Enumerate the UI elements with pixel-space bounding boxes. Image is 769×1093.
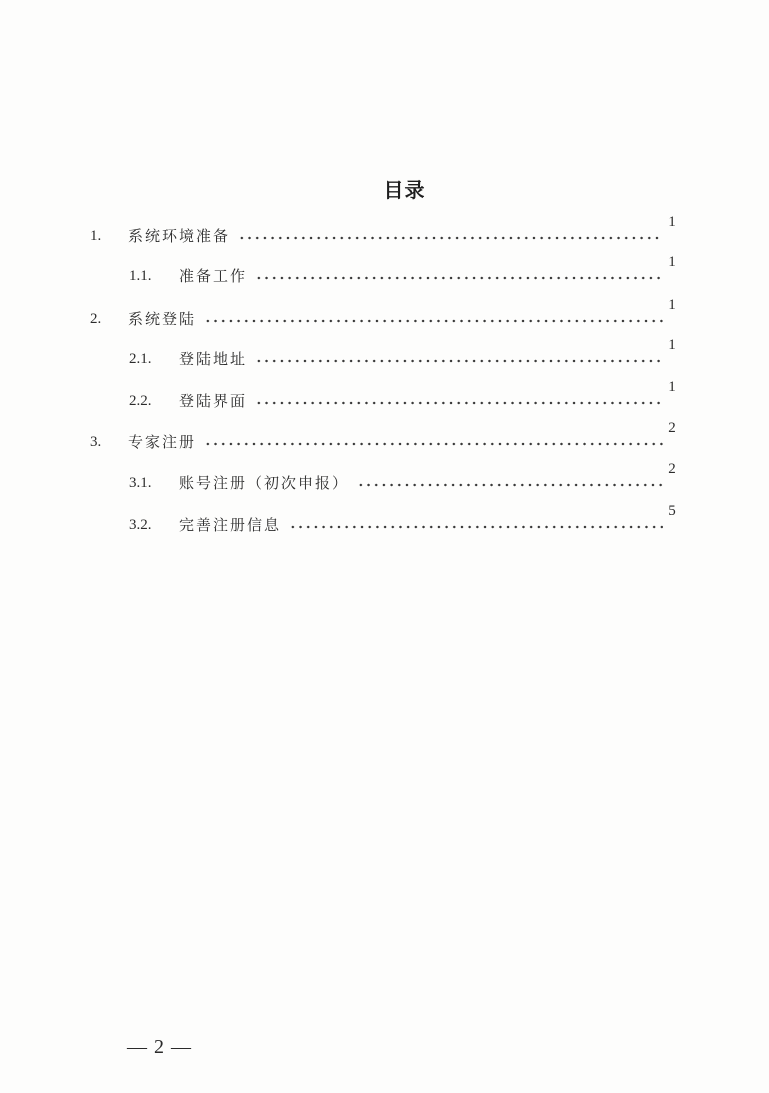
toc-entry-page: 5 <box>668 503 676 519</box>
toc-entry-text: 账号注册（初次申报） <box>179 474 350 492</box>
toc-entry-text: 准备工作 <box>179 267 248 285</box>
toc-dot-leader <box>255 400 663 406</box>
toc-entry-text: 系统环境准备 <box>128 227 231 245</box>
toc-entry-number: 3.2. <box>129 517 152 533</box>
toc-entry-number: 1. <box>90 228 102 244</box>
toc-dot-leader <box>204 318 663 324</box>
toc-title: 目录 <box>383 178 426 202</box>
toc-entry-1-1[interactable] <box>129 254 677 286</box>
toc-entry-number: 3.1. <box>129 475 152 491</box>
toc-dot-leader <box>255 275 663 281</box>
toc-dot-leader <box>289 524 663 530</box>
toc-entry-1[interactable] <box>90 214 677 246</box>
toc-entry-3-2[interactable] <box>129 503 677 535</box>
toc-entry-text: 系统登陆 <box>128 310 197 328</box>
toc-dot-leader <box>357 482 663 488</box>
toc-entry-page: 1 <box>668 214 676 230</box>
toc-entry-number: 3. <box>90 434 102 450</box>
toc-entry-page: 2 <box>668 420 676 436</box>
toc-entry-number: 1.1. <box>129 268 152 284</box>
toc-entry-page: 1 <box>668 254 676 270</box>
page-number-footer: — 2 — <box>127 1036 192 1058</box>
toc-entry-text: 专家注册 <box>128 433 197 451</box>
toc-dot-leader <box>238 235 663 241</box>
toc-entry-page: 1 <box>668 337 676 353</box>
toc-dot-leader <box>255 358 663 364</box>
toc-dot-leader <box>204 441 663 447</box>
toc-entry-number: 2. <box>90 311 102 327</box>
toc-entry-page: 2 <box>668 461 676 477</box>
toc-entry-3[interactable] <box>90 420 677 452</box>
toc-entry-page: 1 <box>668 379 676 395</box>
toc-entry-text: 登陆界面 <box>179 392 248 410</box>
toc-entry-text: 完善注册信息 <box>179 516 282 534</box>
toc-entry-text: 登陆地址 <box>179 350 248 368</box>
toc-entry-2-1[interactable] <box>129 337 677 369</box>
toc-entry-2-2[interactable] <box>129 379 677 411</box>
toc-entry-page: 1 <box>668 297 676 313</box>
toc-entry-2[interactable] <box>90 297 677 329</box>
toc-entry-number: 2.2. <box>129 393 152 409</box>
toc-entry-number: 2.1. <box>129 351 152 367</box>
toc-entry-3-1[interactable] <box>129 461 677 493</box>
